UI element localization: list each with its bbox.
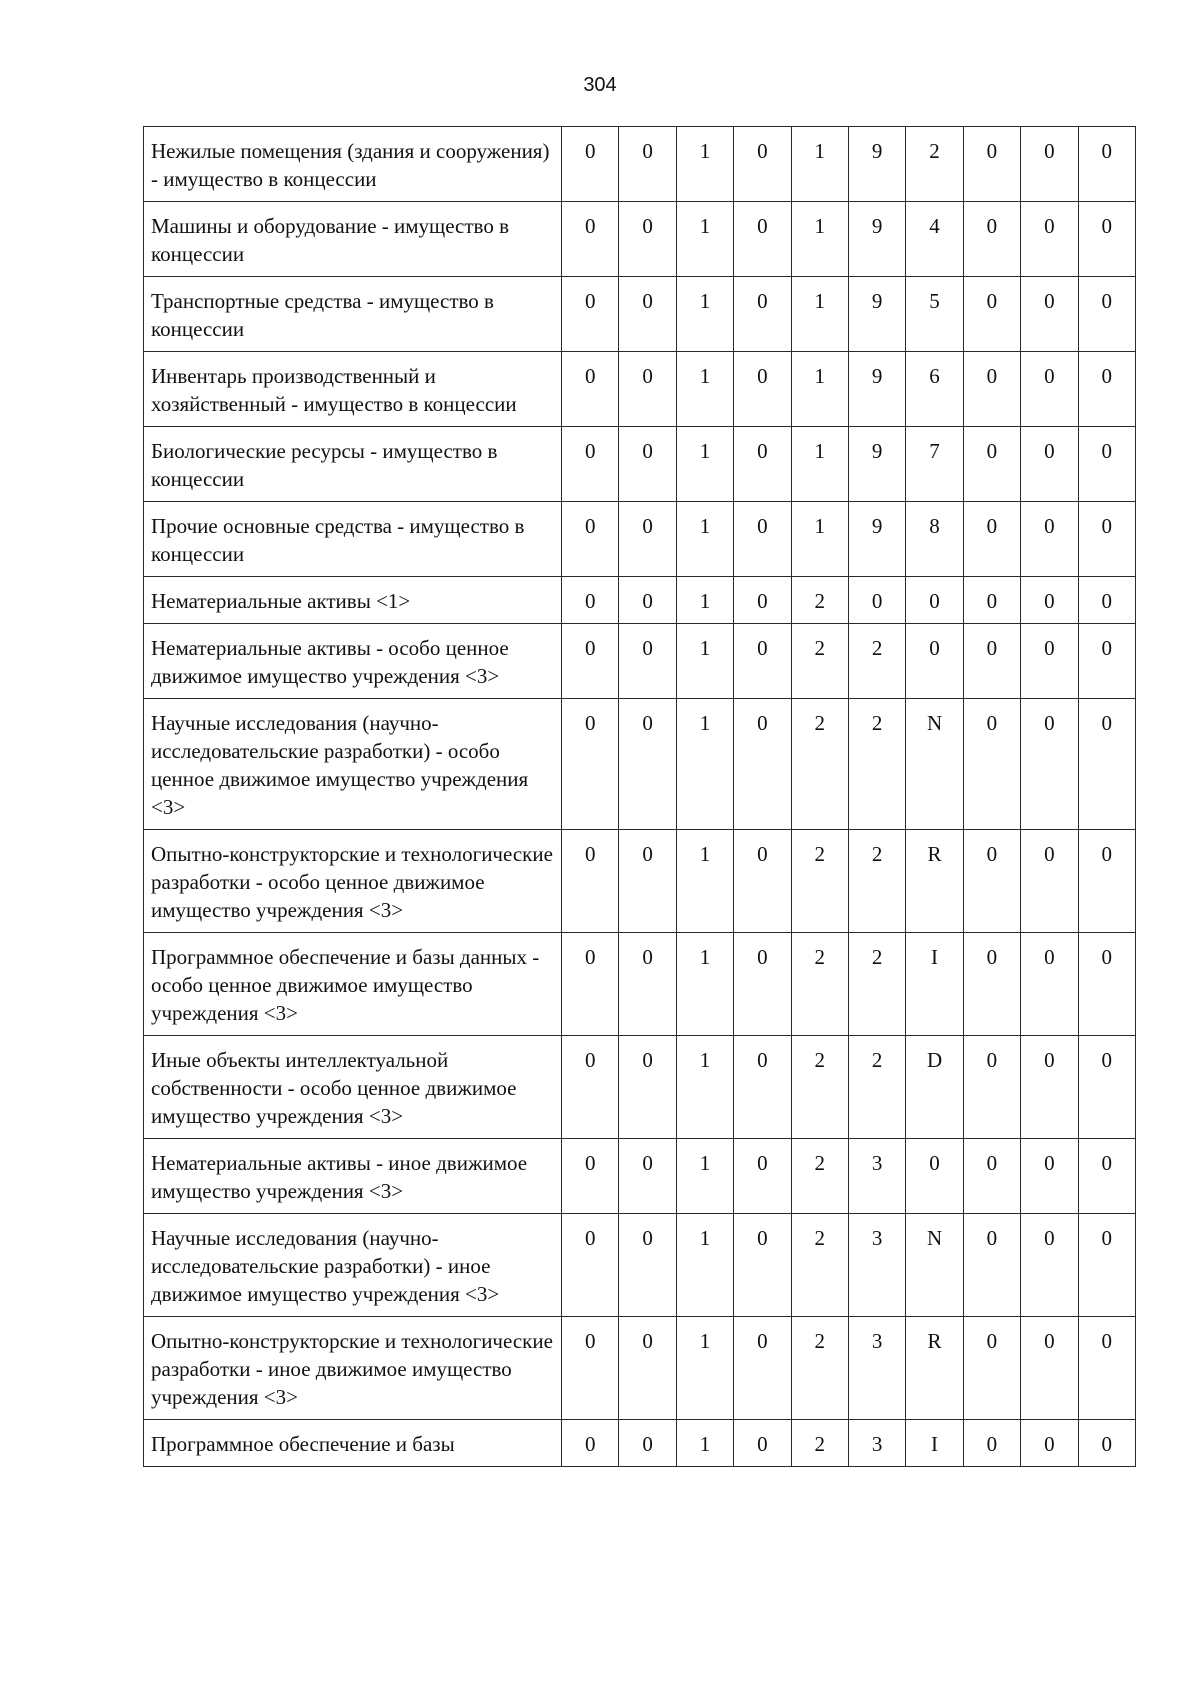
- account-code-digit-cell: 1: [676, 1317, 733, 1420]
- account-code-digit-cell: 0: [848, 577, 905, 624]
- account-code-digit-cell: 0: [619, 127, 676, 202]
- account-code-digit-cell: 1: [676, 699, 733, 830]
- account-code-digit-cell: 1: [676, 127, 733, 202]
- account-code-digit-cell: 0: [734, 202, 791, 277]
- account-code-digit-cell: 0: [1078, 1036, 1135, 1139]
- account-code-digit-cell: 0: [1021, 202, 1078, 277]
- account-code-digit-cell: I: [906, 933, 963, 1036]
- account-code-digit-cell: 0: [734, 427, 791, 502]
- account-code-digit-cell: 1: [676, 624, 733, 699]
- account-name-cell: Программное обеспечение и базы данных - особо ценное движимое имущество учреждения <3>: [144, 933, 562, 1036]
- account-code-digit-cell: 1: [791, 202, 848, 277]
- account-code-digit-cell: 9: [848, 427, 905, 502]
- account-code-digit-cell: 0: [1021, 427, 1078, 502]
- table-row: [144, 277, 1136, 352]
- account-code-digit-cell: 0: [562, 352, 619, 427]
- account-code-digit-cell: 1: [676, 427, 733, 502]
- account-code-digit-cell: 3: [848, 1139, 905, 1214]
- account-name-cell: Машины и оборудование - имущество в концессии: [144, 202, 562, 277]
- account-code-digit-cell: 0: [1021, 699, 1078, 830]
- account-code-digit-cell: 0: [734, 277, 791, 352]
- account-code-digit-cell: 0: [734, 577, 791, 624]
- account-code-digit-cell: 9: [848, 127, 905, 202]
- account-code-digit-cell: 0: [734, 933, 791, 1036]
- account-code-digit-cell: 0: [1078, 502, 1135, 577]
- account-code-digit-cell: 4: [906, 202, 963, 277]
- account-code-digit-cell: 0: [562, 1214, 619, 1317]
- account-code-digit-cell: 0: [1021, 1317, 1078, 1420]
- account-code-digit-cell: N: [906, 699, 963, 830]
- account-code-digit-cell: 0: [1078, 624, 1135, 699]
- account-code-digit-cell: 0: [1021, 502, 1078, 577]
- account-code-digit-cell: 1: [676, 933, 733, 1036]
- account-code-digit-cell: I: [906, 1420, 963, 1467]
- account-name-cell: Нематериальные активы <1>: [144, 577, 562, 624]
- account-code-digit-cell: 0: [963, 624, 1020, 699]
- table-row: [144, 427, 1136, 502]
- account-code-digit-cell: 2: [848, 830, 905, 933]
- account-code-digit-cell: 0: [1021, 830, 1078, 933]
- table-row: [144, 127, 1136, 202]
- account-code-digit-cell: 0: [963, 1214, 1020, 1317]
- account-code-table: [143, 126, 1136, 1467]
- account-code-digit-cell: 0: [1021, 352, 1078, 427]
- account-code-digit-cell: 2: [791, 1214, 848, 1317]
- account-code-digit-cell: 0: [1021, 933, 1078, 1036]
- account-code-digit-cell: 0: [963, 502, 1020, 577]
- account-code-digit-cell: 0: [619, 577, 676, 624]
- table-row: [144, 1139, 1136, 1214]
- account-code-digit-cell: 3: [848, 1420, 905, 1467]
- account-code-digit-cell: 2: [791, 624, 848, 699]
- account-code-digit-cell: 0: [963, 202, 1020, 277]
- account-name-cell: Нематериальные активы - иное движимое имущество учреждения <3>: [144, 1139, 562, 1214]
- account-code-digit-cell: 0: [1078, 830, 1135, 933]
- account-code-digit-cell: 2: [848, 624, 905, 699]
- account-code-digit-cell: 0: [619, 1420, 676, 1467]
- account-code-digit-cell: 0: [619, 277, 676, 352]
- account-code-digit-cell: 0: [1021, 1139, 1078, 1214]
- account-code-digit-cell: 0: [1078, 277, 1135, 352]
- account-code-digit-cell: 8: [906, 502, 963, 577]
- account-code-digit-cell: 0: [619, 502, 676, 577]
- account-code-digit-cell: 2: [791, 1036, 848, 1139]
- account-code-digit-cell: 0: [1078, 699, 1135, 830]
- account-code-digit-cell: D: [906, 1036, 963, 1139]
- table-row: [144, 352, 1136, 427]
- account-name-cell: Иные объекты интеллектуальной собственности - особо ценное движимое имущество учреждения <3>: [144, 1036, 562, 1139]
- account-code-digit-cell: 0: [734, 699, 791, 830]
- account-code-digit-cell: 0: [562, 577, 619, 624]
- account-code-digit-cell: 0: [963, 127, 1020, 202]
- account-code-digit-cell: N: [906, 1214, 963, 1317]
- account-code-digit-cell: 0: [734, 1036, 791, 1139]
- account-name-cell: Программное обеспечение и базы: [144, 1420, 562, 1467]
- table-row: [144, 202, 1136, 277]
- account-code-digit-cell: 5: [906, 277, 963, 352]
- account-code-digit-cell: 1: [791, 352, 848, 427]
- page-number: 304: [583, 74, 617, 96]
- table-row: [144, 933, 1136, 1036]
- account-code-digit-cell: 0: [562, 427, 619, 502]
- account-code-digit-cell: 2: [906, 127, 963, 202]
- account-code-digit-cell: 0: [619, 699, 676, 830]
- account-code-digit-cell: 0: [562, 1036, 619, 1139]
- account-code-digit-cell: 0: [619, 202, 676, 277]
- account-code-digit-cell: 0: [619, 427, 676, 502]
- account-code-digit-cell: 1: [676, 1214, 733, 1317]
- account-code-digit-cell: 0: [1021, 624, 1078, 699]
- account-code-digit-cell: 0: [963, 830, 1020, 933]
- table-row: [144, 699, 1136, 830]
- account-code-digit-cell: 0: [562, 502, 619, 577]
- account-code-digit-cell: 0: [734, 1214, 791, 1317]
- account-code-digit-cell: 0: [1021, 1036, 1078, 1139]
- table-row: [144, 1420, 1136, 1467]
- account-code-digit-cell: 1: [791, 127, 848, 202]
- account-code-digit-cell: 0: [734, 1139, 791, 1214]
- account-code-digit-cell: 1: [791, 427, 848, 502]
- account-code-digit-cell: 0: [619, 624, 676, 699]
- account-code-digit-cell: 0: [562, 127, 619, 202]
- account-code-digit-cell: 1: [791, 502, 848, 577]
- account-code-digit-cell: 6: [906, 352, 963, 427]
- account-code-digit-cell: 0: [734, 624, 791, 699]
- account-code-digit-cell: 0: [734, 830, 791, 933]
- account-code-digit-cell: 0: [963, 1139, 1020, 1214]
- table-row: [144, 502, 1136, 577]
- account-code-digit-cell: 1: [676, 577, 733, 624]
- account-name-cell: Транспортные средства - имущество в концессии: [144, 277, 562, 352]
- account-name-cell: Научные исследования (научно-исследовательские разработки) - особо ценное движимое имущество учреждения <3>: [144, 699, 562, 830]
- account-code-digit-cell: 0: [1078, 933, 1135, 1036]
- account-code-digit-cell: 9: [848, 202, 905, 277]
- account-code-digit-cell: 0: [963, 577, 1020, 624]
- account-code-digit-cell: 2: [791, 830, 848, 933]
- account-code-digit-cell: 2: [791, 1317, 848, 1420]
- account-name-cell: Прочие основные средства - имущество в концессии: [144, 502, 562, 577]
- account-code-digit-cell: 1: [676, 202, 733, 277]
- account-name-cell: Нежилые помещения (здания и сооружения) - имущество в концессии: [144, 127, 562, 202]
- account-code-digit-cell: 0: [1078, 1420, 1135, 1467]
- account-code-digit-cell: 0: [1078, 127, 1135, 202]
- account-code-digit-cell: 0: [562, 699, 619, 830]
- account-code-digit-cell: 0: [1078, 202, 1135, 277]
- account-code-digit-cell: 0: [734, 1317, 791, 1420]
- account-code-digit-cell: 0: [734, 127, 791, 202]
- account-code-digit-cell: 2: [791, 933, 848, 1036]
- account-name-cell: Опытно-конструкторские и технологические разработки - иное движимое имущество учреждения <3>: [144, 1317, 562, 1420]
- account-name-cell: Инвентарь производственный и хозяйственный - имущество в концессии: [144, 352, 562, 427]
- account-code-digit-cell: 0: [963, 1036, 1020, 1139]
- account-code-digit-cell: 9: [848, 352, 905, 427]
- account-code-digit-cell: 1: [676, 830, 733, 933]
- account-code-digit-cell: 0: [619, 1139, 676, 1214]
- account-code-digit-cell: 9: [848, 502, 905, 577]
- account-code-digit-cell: 1: [676, 1420, 733, 1467]
- account-code-digit-cell: 0: [1078, 1139, 1135, 1214]
- account-code-digit-cell: 2: [791, 1139, 848, 1214]
- account-code-digit-cell: 0: [619, 1317, 676, 1420]
- table-row: [144, 1317, 1136, 1420]
- account-code-digit-cell: 0: [1021, 1420, 1078, 1467]
- account-name-cell: Нематериальные активы - особо ценное движимое имущество учреждения <3>: [144, 624, 562, 699]
- account-code-digit-cell: 0: [1021, 277, 1078, 352]
- account-code-digit-cell: 0: [562, 1420, 619, 1467]
- account-code-digit-cell: 0: [734, 1420, 791, 1467]
- account-name-cell: Научные исследования (научно-исследовательские разработки) - иное движимое имущество учреждения <3>: [144, 1214, 562, 1317]
- account-code-digit-cell: 0: [619, 830, 676, 933]
- account-code-digit-cell: 1: [676, 502, 733, 577]
- account-code-digit-cell: 0: [963, 1317, 1020, 1420]
- table-row: [144, 1036, 1136, 1139]
- table-row: [144, 577, 1136, 624]
- account-code-digit-cell: 3: [848, 1214, 905, 1317]
- account-code-digit-cell: 1: [676, 1036, 733, 1139]
- account-code-digit-cell: R: [906, 830, 963, 933]
- table-row: [144, 1214, 1136, 1317]
- account-code-digit-cell: 2: [848, 699, 905, 830]
- account-code-digit-cell: 0: [562, 1139, 619, 1214]
- account-code-digit-cell: 0: [963, 1420, 1020, 1467]
- account-code-digit-cell: 0: [619, 352, 676, 427]
- account-code-digit-cell: 0: [963, 427, 1020, 502]
- account-code-digit-cell: 0: [562, 624, 619, 699]
- account-code-digit-cell: 0: [963, 699, 1020, 830]
- account-code-digit-cell: 0: [1078, 577, 1135, 624]
- account-code-digit-cell: 0: [619, 933, 676, 1036]
- account-code-digit-cell: 0: [963, 933, 1020, 1036]
- account-code-digit-cell: R: [906, 1317, 963, 1420]
- account-code-digit-cell: 1: [676, 352, 733, 427]
- account-code-digit-cell: 0: [1021, 127, 1078, 202]
- account-code-digit-cell: 2: [791, 1420, 848, 1467]
- account-code-digit-cell: 0: [963, 352, 1020, 427]
- account-code-digit-cell: 0: [562, 830, 619, 933]
- table-row: [144, 624, 1136, 699]
- account-code-digit-cell: 2: [848, 1036, 905, 1139]
- account-code-digit-cell: 0: [1078, 1214, 1135, 1317]
- table-body: [144, 127, 1136, 1467]
- account-code-digit-cell: 0: [1021, 1214, 1078, 1317]
- account-code-digit-cell: 0: [963, 277, 1020, 352]
- account-code-digit-cell: 0: [1078, 427, 1135, 502]
- account-name-cell: Биологические ресурсы - имущество в концессии: [144, 427, 562, 502]
- account-code-digit-cell: 2: [791, 699, 848, 830]
- account-code-digit-cell: 3: [848, 1317, 905, 1420]
- account-code-digit-cell: 0: [619, 1214, 676, 1317]
- account-code-digit-cell: 0: [734, 502, 791, 577]
- account-code-digit-cell: 0: [906, 624, 963, 699]
- table-row: [144, 830, 1136, 933]
- account-code-digit-cell: 0: [562, 202, 619, 277]
- account-code-digit-cell: 0: [619, 1036, 676, 1139]
- account-code-digit-cell: 9: [848, 277, 905, 352]
- account-code-digit-cell: 0: [1078, 352, 1135, 427]
- account-code-digit-cell: 7: [906, 427, 963, 502]
- account-code-digit-cell: 0: [1078, 1317, 1135, 1420]
- account-code-digit-cell: 2: [848, 933, 905, 1036]
- account-code-digit-cell: 0: [562, 277, 619, 352]
- account-code-digit-cell: 0: [734, 352, 791, 427]
- account-code-digit-cell: 0: [906, 1139, 963, 1214]
- account-code-digit-cell: 0: [562, 933, 619, 1036]
- account-code-digit-cell: 1: [676, 1139, 733, 1214]
- account-code-digit-cell: 1: [791, 277, 848, 352]
- account-name-cell: Опытно-конструкторские и технологические разработки - особо ценное движимое имущество учреждения <3>: [144, 830, 562, 933]
- account-code-digit-cell: 1: [676, 277, 733, 352]
- account-code-digit-cell: 2: [791, 577, 848, 624]
- account-code-digit-cell: 0: [906, 577, 963, 624]
- account-code-digit-cell: 0: [562, 1317, 619, 1420]
- account-code-digit-cell: 0: [1021, 577, 1078, 624]
